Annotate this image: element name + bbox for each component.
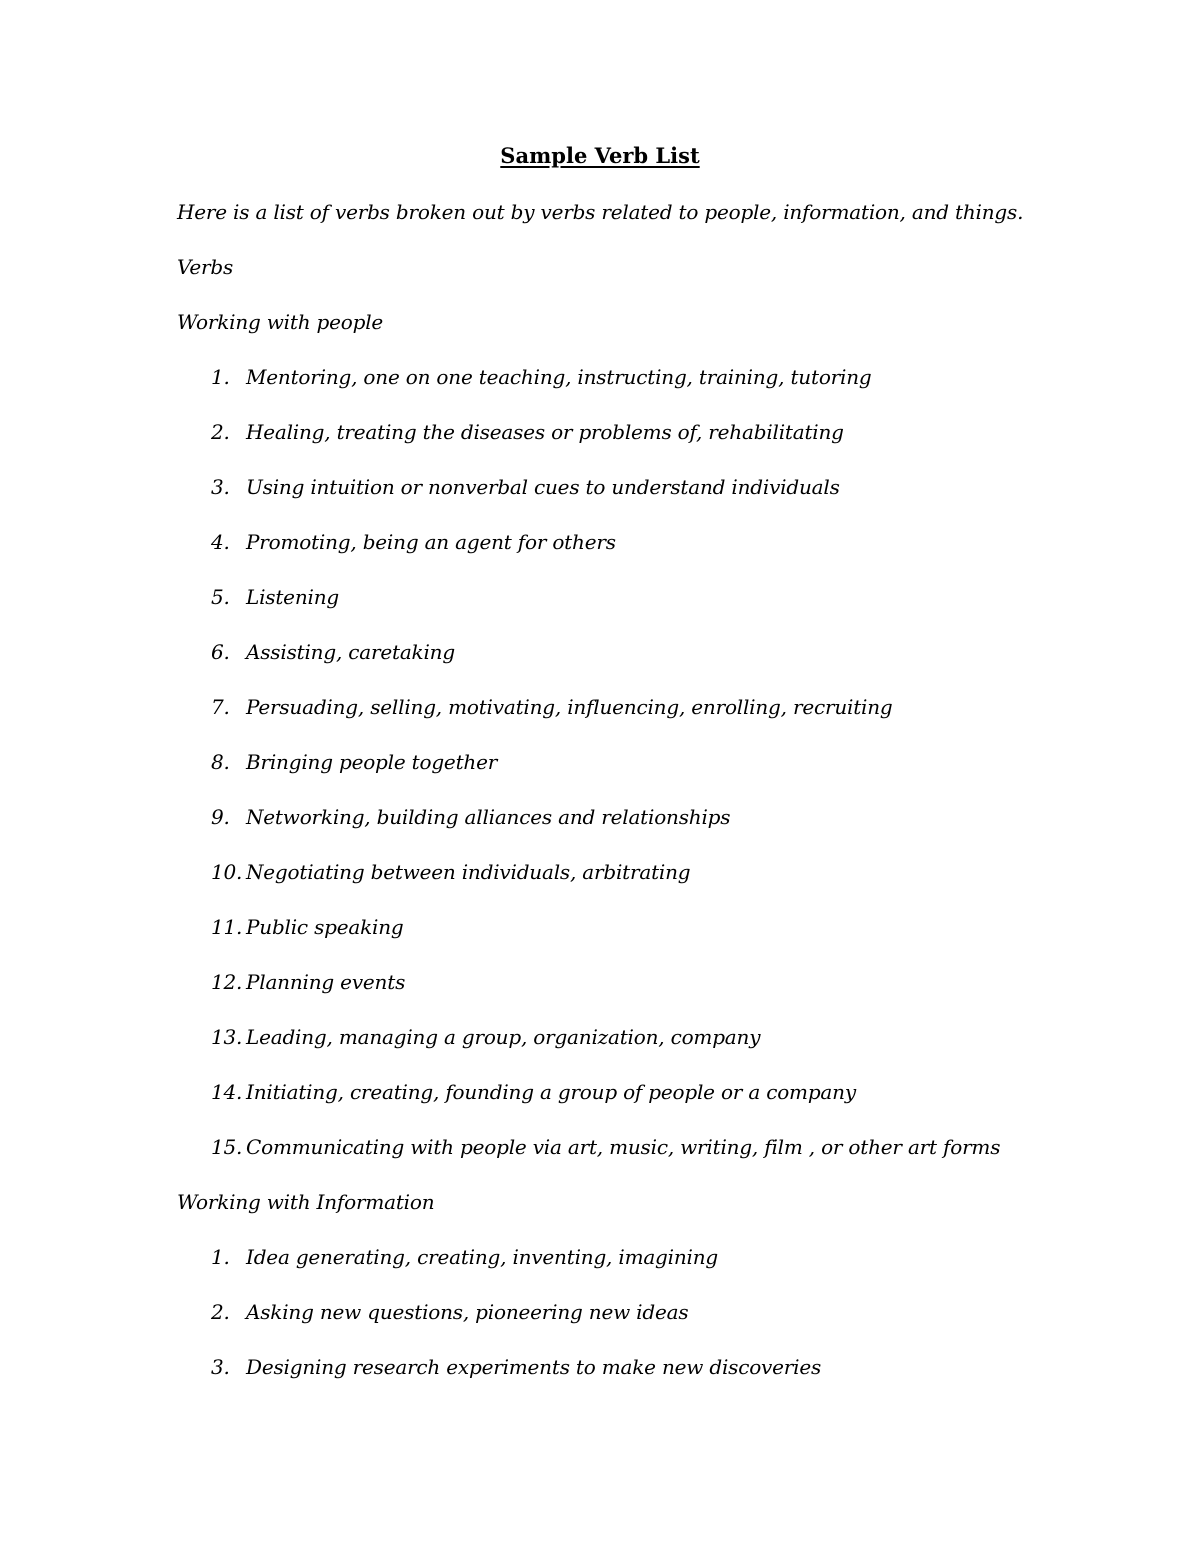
- section-heading-people: Working with people: [177, 310, 384, 334]
- list-item: [211, 1078, 856, 1106]
- list-item-text: Public speaking: [246, 915, 404, 939]
- list-item: [211, 968, 405, 996]
- list-item: [211, 803, 730, 831]
- list-item-text: Leading, managing a group, organization, company: [246, 1025, 761, 1049]
- list-item: [211, 1298, 688, 1326]
- list-item-text: Bringing people together: [246, 750, 498, 774]
- list-item-number: 8.: [211, 750, 230, 774]
- list-item: [211, 473, 840, 501]
- list-item-text: Idea generating, creating, inventing, imagining: [246, 1245, 719, 1269]
- list-item-number: 3.: [211, 1355, 230, 1379]
- list-item-number: 10.: [211, 860, 243, 884]
- list-item: [211, 638, 455, 666]
- list-item: [211, 1023, 760, 1051]
- list-item-number: 2.: [211, 1300, 230, 1324]
- list-item-text: Promoting, being an agent for others: [246, 530, 616, 554]
- list-item-text: Assisting, caretaking: [246, 640, 455, 664]
- list-item: [211, 528, 616, 556]
- list-item-number: 11.: [211, 915, 243, 939]
- list-item-text: Planning events: [246, 970, 406, 994]
- list-item-text: Healing, treating the diseases or problems of, rehabilitating: [246, 420, 844, 444]
- list-item-text: Mentoring, one on one teaching, instructing, training, tutoring: [246, 365, 872, 389]
- list-item: [211, 1133, 1000, 1161]
- verbs-heading: Verbs: [177, 255, 234, 279]
- list-item: [211, 583, 339, 611]
- list-item: [211, 913, 404, 941]
- list-item-number: 7.: [211, 695, 230, 719]
- intro-text: Here is a list of verbs broken out by verbs related to people, information, and things.: [177, 200, 1024, 224]
- list-item-number: 1.: [211, 365, 230, 389]
- list-item-number: 1.: [211, 1245, 230, 1269]
- list-item: [211, 1243, 718, 1271]
- list-item: [211, 858, 690, 886]
- list-item-number: 2.: [211, 420, 230, 444]
- list-item: [211, 693, 893, 721]
- list-item-text: Negotiating between individuals, arbitrating: [246, 860, 691, 884]
- list-item-number: 6.: [211, 640, 230, 664]
- list-item-text: Asking new questions, pioneering new ideas: [246, 1300, 689, 1324]
- section-heading-information: Working with Information: [177, 1190, 435, 1214]
- list-item-number: 12.: [211, 970, 243, 994]
- list-item-number: 3.: [211, 475, 230, 499]
- list-item-number: 5.: [211, 585, 230, 609]
- list-item-text: Persuading, selling, motivating, influencing, enrolling, recruiting: [246, 695, 893, 719]
- list-item-number: 13.: [211, 1025, 243, 1049]
- list-item-number: 15.: [211, 1135, 243, 1159]
- list-item-text: Using intuition or nonverbal cues to understand individuals: [246, 475, 840, 499]
- list-item-text: Communicating with people via art, music, writing, film , or other art forms: [246, 1135, 1001, 1159]
- list-item-number: 14.: [211, 1080, 243, 1104]
- list-item-number: 9.: [211, 805, 230, 829]
- list-item: [211, 363, 872, 391]
- list-item-number: 4.: [211, 530, 230, 554]
- page-title: Sample Verb List: [500, 143, 700, 168]
- list-item-text: Designing research experiments to make new discoveries: [246, 1355, 822, 1379]
- list-item: [211, 418, 844, 446]
- list-item-text: Listening: [246, 585, 339, 609]
- list-item: [211, 748, 497, 776]
- list-item-text: Networking, building alliances and relationships: [246, 805, 731, 829]
- list-item-text: Initiating, creating, founding a group of people or a company: [246, 1080, 856, 1104]
- list-item: [211, 1353, 821, 1381]
